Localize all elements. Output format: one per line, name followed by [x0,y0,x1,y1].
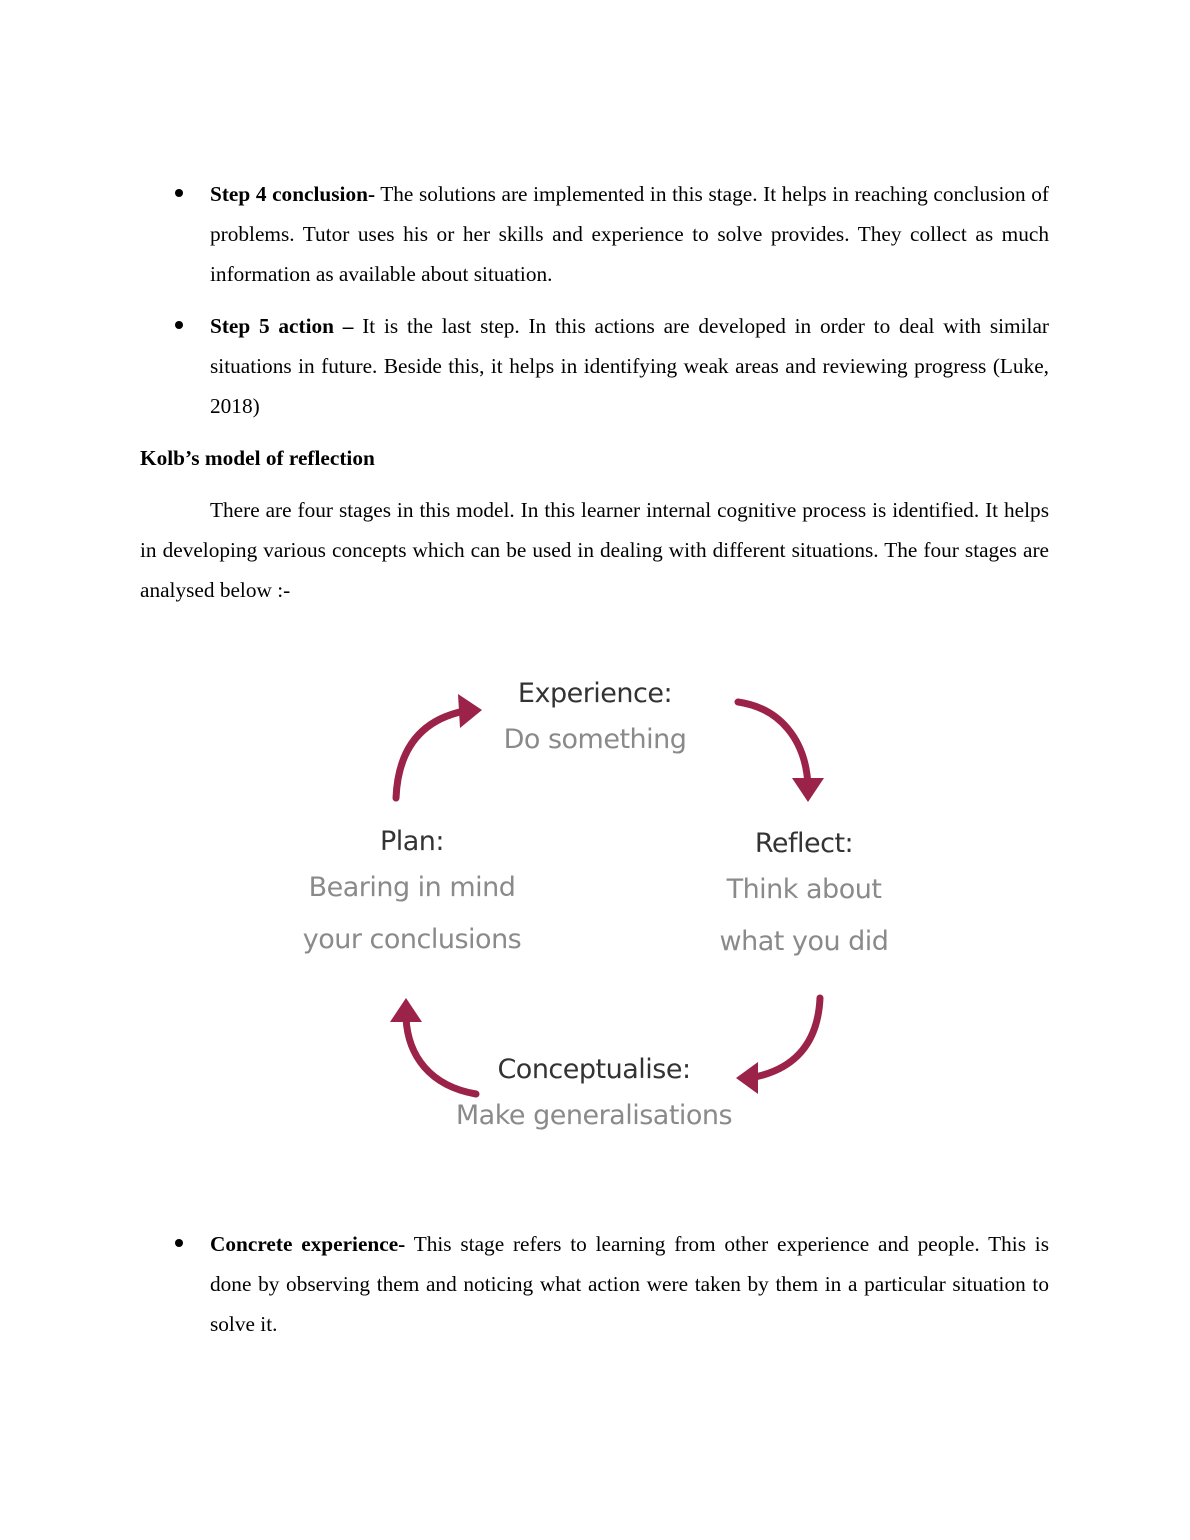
bullet-step-4-text [210,174,1049,294]
stage-reflect-desc-2: what you did [719,926,889,957]
bullet-step-5-text [210,306,1049,426]
bullet-body: This stage refers to learning from other experience and people. This is done by observing them and noticing what action were taken by them in a particular situation to solve it. [210,1232,1050,1336]
stage-reflect [720,824,889,968]
bullet-step-5 [140,306,1049,426]
stage-conceptualise [456,1050,732,1142]
stage-reflect-title: Reflect: [754,828,854,859]
bullet-label: Step 4 conclusion- [210,182,376,206]
bullet-label: Concrete experience- [210,1232,406,1256]
arrowhead-reflect-to-conceptualise [736,1062,758,1094]
bullet-dot [175,1239,183,1247]
stage-reflect-desc-1: Think about [726,874,882,905]
stage-experience-title: Experience: [517,678,673,709]
stage-experience-desc: Do something [503,724,687,755]
bullet-dot [175,321,183,329]
arrow-experience-to-reflect [738,702,808,786]
stage-plan-desc-1: Bearing in mind [308,872,516,903]
bullet-concrete-experience [140,1224,1049,1344]
bullet-label: Step 5 action – [210,314,354,338]
stage-plan [303,822,522,966]
section-heading: Kolb’s model of reflection [140,446,375,470]
arrow-plan-to-experience [396,710,470,798]
bullet-concrete-experience-text [210,1224,1049,1344]
kolb-cycle-diagram [280,650,910,1160]
section-paragraph: There are four stages in this model. In this learner internal cognitive process is identified. It helps in developing various concepts which can be used in dealing with different situations. The four stages are analysed below :- [140,498,1049,602]
stage-plan-desc-2: your conclusions [302,924,522,955]
stage-plan-title: Plan: [379,826,445,857]
stage-conceptualise-desc: Make generalisations [455,1100,733,1131]
stage-experience [504,674,687,766]
arrowhead-plan-to-experience [458,694,482,728]
bullet-body: It is the last step. In this actions are developed in order to deal with similar situations in future. Beside this, it helps in identifying weak areas and reviewing progress (Luke, 2018) [210,314,1049,418]
arrow-reflect-to-conceptualise [750,998,820,1078]
arrowhead-conceptualise-to-plan [390,998,422,1022]
bullet-dot [175,189,183,197]
stage-conceptualise-title: Conceptualise: [497,1054,691,1085]
bullet-step-4 [140,174,1049,294]
arrowhead-experience-to-reflect [792,778,824,802]
bullet-body: The solutions are implemented in this stage. It helps in reaching conclusion of problems. Tutor uses his or her skills and experience to solve provides. They collect as much information as available about situation. [210,182,1050,286]
